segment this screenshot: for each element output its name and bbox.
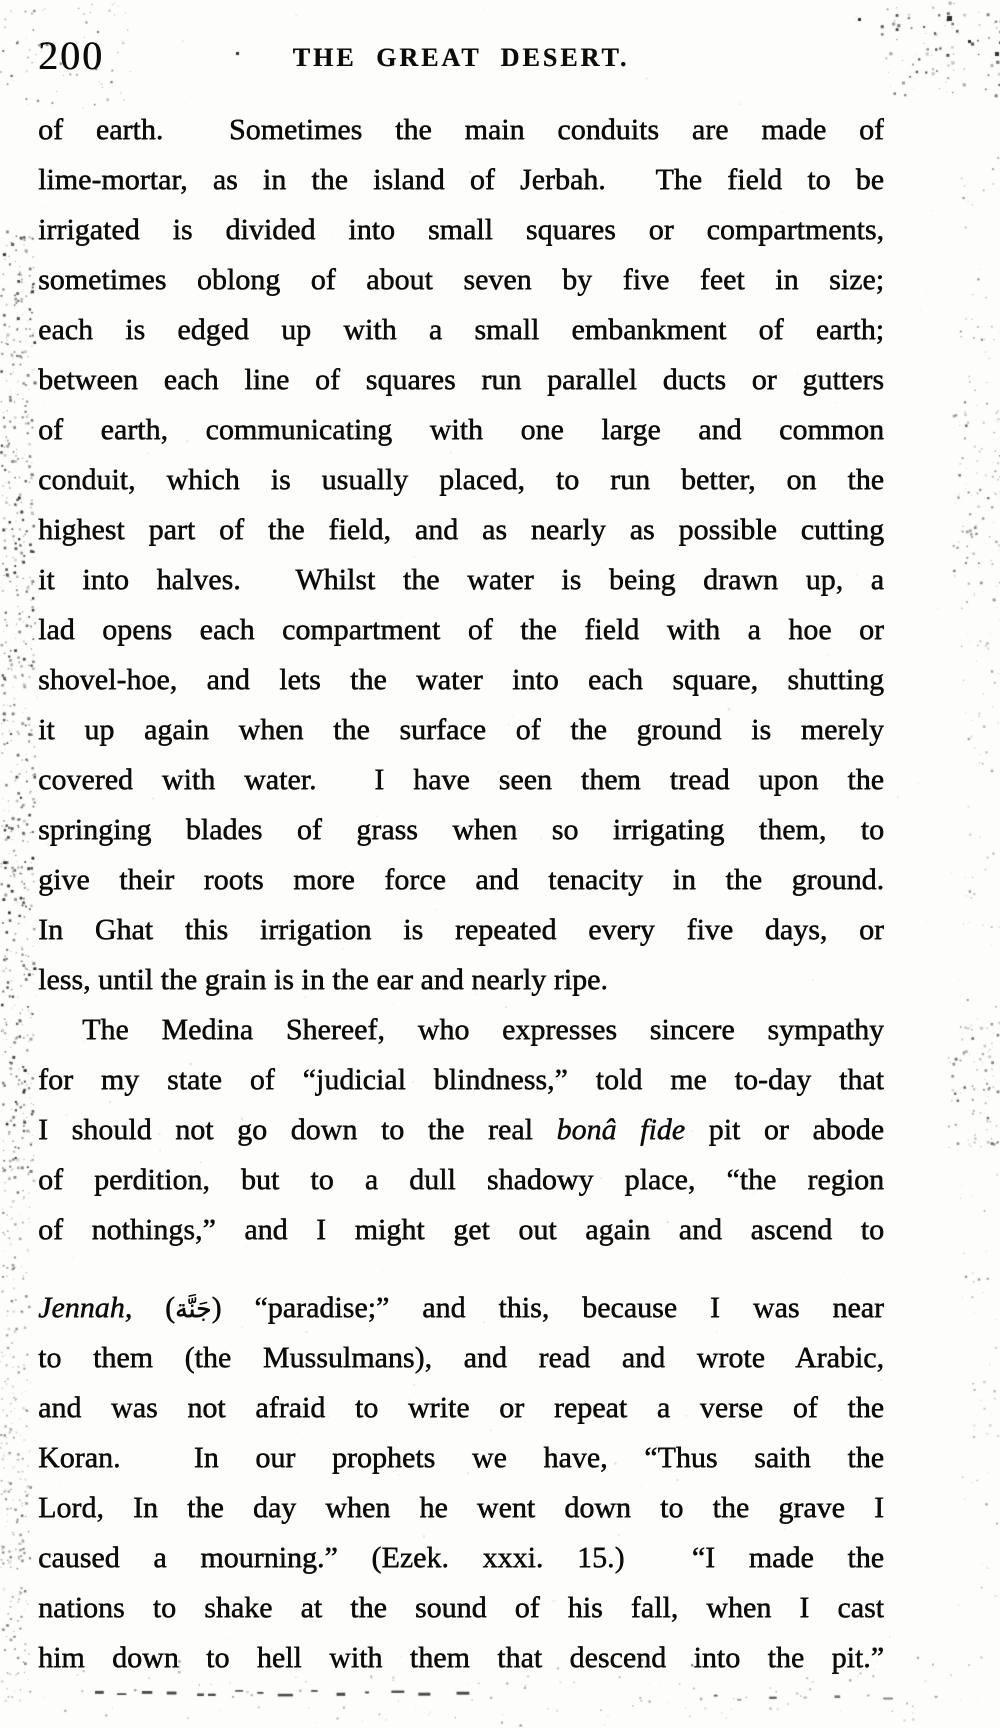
text-segment: of earth, communicating with one large and common [38, 413, 884, 446]
text-line-28 [38, 1483, 884, 1533]
text-line-21 [38, 1105, 884, 1155]
text-segment: ) “paradise;” and this, because I was near [211, 1291, 884, 1324]
text-segment: nations to shake at the sound of his fall, when I cast [38, 1591, 884, 1624]
text-line-25 [38, 1333, 884, 1383]
text-segment: him down to hell with them that descend into the pit.” [38, 1641, 884, 1674]
page-number: 200 [38, 33, 104, 78]
text-line-18 [38, 955, 884, 1005]
text-line-26 [38, 1383, 884, 1433]
text-segment: each is edged up with a small embankment of earth; [38, 313, 884, 346]
text-segment: sometimes oblong of about seven by five feet in size; [38, 263, 884, 296]
text-line-30 [38, 1583, 884, 1633]
italic-phrase: Jennah, [38, 1291, 133, 1324]
text-segment: covered with water. I have seen them tread upon the [38, 763, 884, 796]
text-segment: it into halves. Whilst the water is being drawn up, a [38, 563, 884, 596]
text-segment: lad opens each compartment of the field with a hoe or [38, 613, 884, 646]
text-segment: Koran. In our prophets we have, “Thus saith the [38, 1441, 884, 1474]
text-line-31 [38, 1633, 884, 1683]
text-line-19 [38, 1005, 884, 1055]
text-segment: highest part of the field, and as nearly as possible cutting [38, 513, 884, 546]
running-title: THE GREAT DESERT. [292, 43, 630, 72]
text-segment: shovel-hoe, and lets the water into each square, shutting [38, 663, 884, 696]
text-segment: Lord, In the day when he went down to the grave I [38, 1491, 884, 1524]
text-line-22 [38, 1155, 884, 1205]
text-line-12 [38, 655, 884, 705]
text-line-15 [38, 805, 884, 855]
text-segment: springing blades of grass when so irrigating them, to [38, 813, 884, 846]
text-line-2 [38, 155, 884, 205]
text-lines [38, 105, 884, 1683]
text-line-3 [38, 205, 884, 255]
page-header [38, 33, 884, 105]
text-line-13 [38, 705, 884, 755]
text-segment: of earth. Sometimes the main conduits are made of [38, 113, 884, 146]
text-segment: for my state of “judicial blindness,” told me to-day that [38, 1063, 884, 1096]
text-segment: irrigated is divided into small squares or compartments, [38, 213, 884, 246]
text-line-29 [38, 1533, 884, 1583]
text-segment: conduit, which is usually placed, to run better, on the [38, 463, 884, 496]
text-segment: I should not go down to the real [38, 1113, 557, 1146]
text-segment: between each line of squares run parallel ducts or gutters [38, 363, 884, 396]
text-line-9 [38, 505, 884, 555]
text-line-7 [38, 405, 884, 455]
text-segment: of nothings,” and I might get out again and ascend to [38, 1213, 884, 1246]
italic-phrase: bonâ fide [556, 1113, 686, 1146]
text-segment: ( [132, 1291, 176, 1324]
text-line-17 [38, 905, 884, 955]
text-line-27 [38, 1433, 884, 1483]
text-line-4 [38, 255, 884, 305]
text-segment: it up again when the surface of the ground is merely [38, 713, 884, 746]
text-segment: and was not afraid to write or repeat a verse of the [38, 1391, 884, 1424]
text-segment: of perdition, but to a dull shadowy place, “the region [38, 1163, 884, 1196]
text-segment: caused a mourning.” (Ezek. xxxi. 15.) “I made the [38, 1541, 884, 1574]
text-block [38, 33, 884, 1683]
text-segment: The Medina Shereef, who expresses sincere sympathy [82, 1013, 884, 1046]
text-line-6 [38, 355, 884, 405]
text-line-24 [38, 1283, 884, 1333]
text-line-23 [38, 1205, 884, 1255]
text-segment: to them (the Mussulmans), and read and wrote Arabic, [38, 1341, 884, 1374]
text-line-1 [38, 105, 884, 155]
text-line-16 [38, 855, 884, 905]
text-segment: give their roots more force and tenacity in the ground. [38, 863, 884, 896]
text-line-8 [38, 455, 884, 505]
text-line-10 [38, 555, 884, 605]
text-segment: lime-mortar, as in the island of Jerbah. The field to be [38, 163, 884, 196]
text-line-11 [38, 605, 884, 655]
text-segment: In Ghat this irrigation is repeated every five days, or [38, 913, 884, 946]
text-line-14 [38, 755, 884, 805]
arabic-word: جَنَّة [175, 1294, 212, 1323]
text-line-20 [38, 1055, 884, 1105]
text-segment: less, until the grain is in the ear and nearly ripe. [38, 963, 608, 996]
text-line-5 [38, 305, 884, 355]
text-segment: pit or abode [685, 1113, 884, 1146]
